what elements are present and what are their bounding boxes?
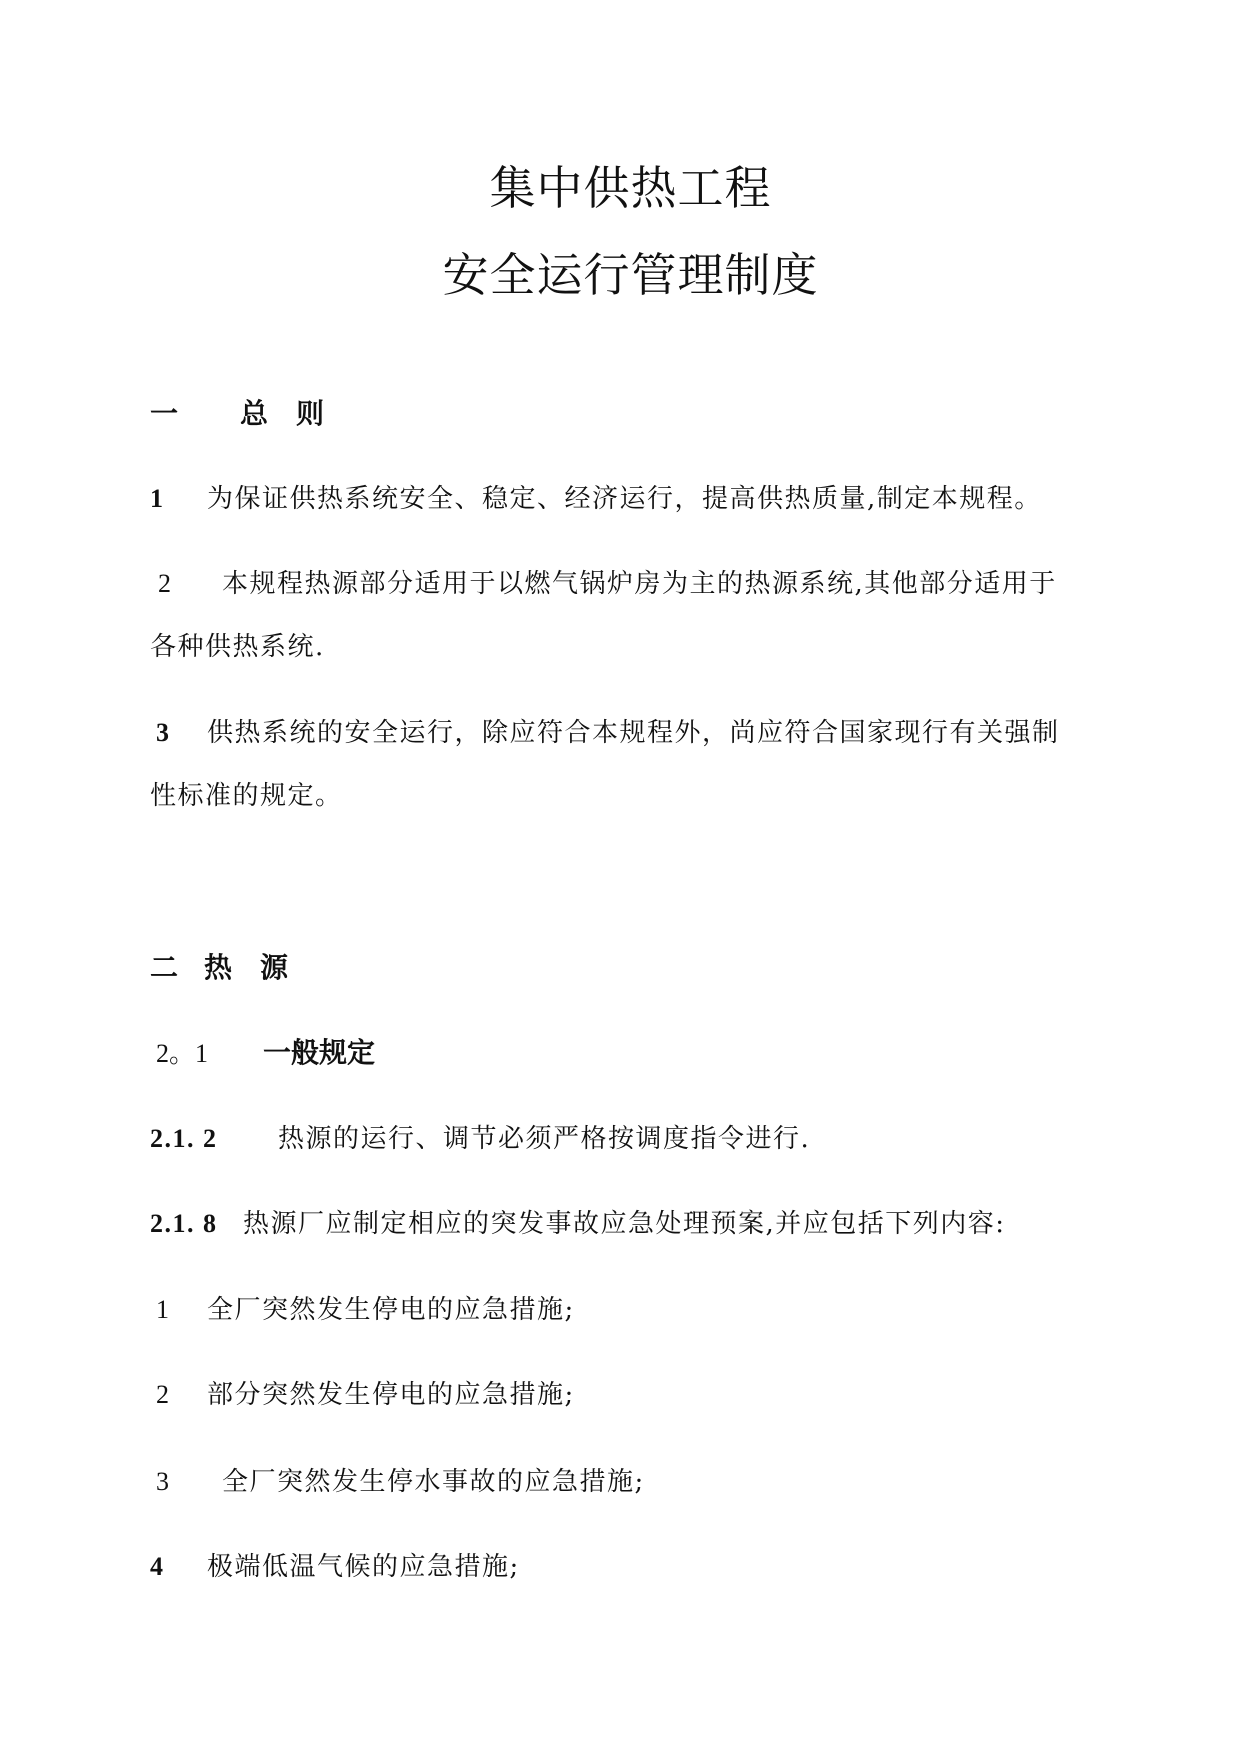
section-1-item-3 [150, 712, 1060, 749]
list-number: 3 [156, 1467, 171, 1496]
list-text: 全厂突然发生停水事故的应急措施; [222, 1467, 645, 1497]
section-1-item-3-continuation: 性标准的规定。 [150, 781, 343, 811]
list-item-4 [150, 1546, 520, 1583]
item-number: 3 [156, 718, 171, 747]
clause-2-1-8 [150, 1203, 1006, 1240]
item-text: 供热系统的安全运行，除应符合本规程外，尚应符合国家现行有关强制 [207, 718, 1060, 748]
section-1-item-2-continuation: 各种供热系统. [150, 632, 325, 662]
list-text: 极端低温气候的应急措施; [207, 1552, 520, 1582]
item-text: 本规程热源部分适用于以燃气锅炉房为主的热源系统,其他部分适用于 [222, 569, 1057, 599]
section-1-title: 总 则 [240, 397, 325, 430]
list-item-1 [150, 1289, 575, 1326]
subsection-number: 2。1 [156, 1039, 209, 1068]
subsection-2-1-heading [150, 1031, 375, 1071]
list-text: 部分突然发生停电的应急措施; [207, 1380, 575, 1410]
section-2-number: 二 [150, 951, 179, 984]
section-1-number: 一 [150, 397, 179, 430]
list-item-3 [150, 1461, 645, 1498]
section-2-title: 热 源 [204, 951, 289, 984]
list-number: 4 [150, 1552, 165, 1581]
section-1-item-1 [150, 478, 1042, 515]
item-number: 1 [150, 484, 165, 513]
clause-2-1-2 [150, 1118, 810, 1155]
clause-number: 2.1. 8 [150, 1209, 218, 1238]
document-title-line-2: 安全运行管理制度 [442, 248, 819, 302]
item-text: 为保证供热系统安全、稳定、经济运行，提高供热质量,制定本规程。 [207, 484, 1042, 514]
section-1-heading [150, 392, 324, 432]
subsection-title: 一般规定 [263, 1036, 376, 1069]
document-title-line-1: 集中供热工程 [489, 161, 772, 215]
item-number: 2 [158, 569, 173, 598]
section-2-heading [150, 946, 288, 986]
list-number: 1 [156, 1295, 171, 1324]
section-1-item-2 [150, 563, 1057, 600]
clause-text: 热源的运行、调节必须严格按调度指令进行. [278, 1124, 811, 1154]
list-number: 2 [156, 1380, 171, 1409]
list-text: 全厂突然发生停电的应急措施; [207, 1295, 575, 1325]
list-item-2 [150, 1374, 575, 1411]
clause-text: 热源厂应制定相应的突发事故应急处理预案,并应包括下列内容: [243, 1209, 1006, 1239]
clause-number: 2.1. 2 [150, 1124, 218, 1153]
